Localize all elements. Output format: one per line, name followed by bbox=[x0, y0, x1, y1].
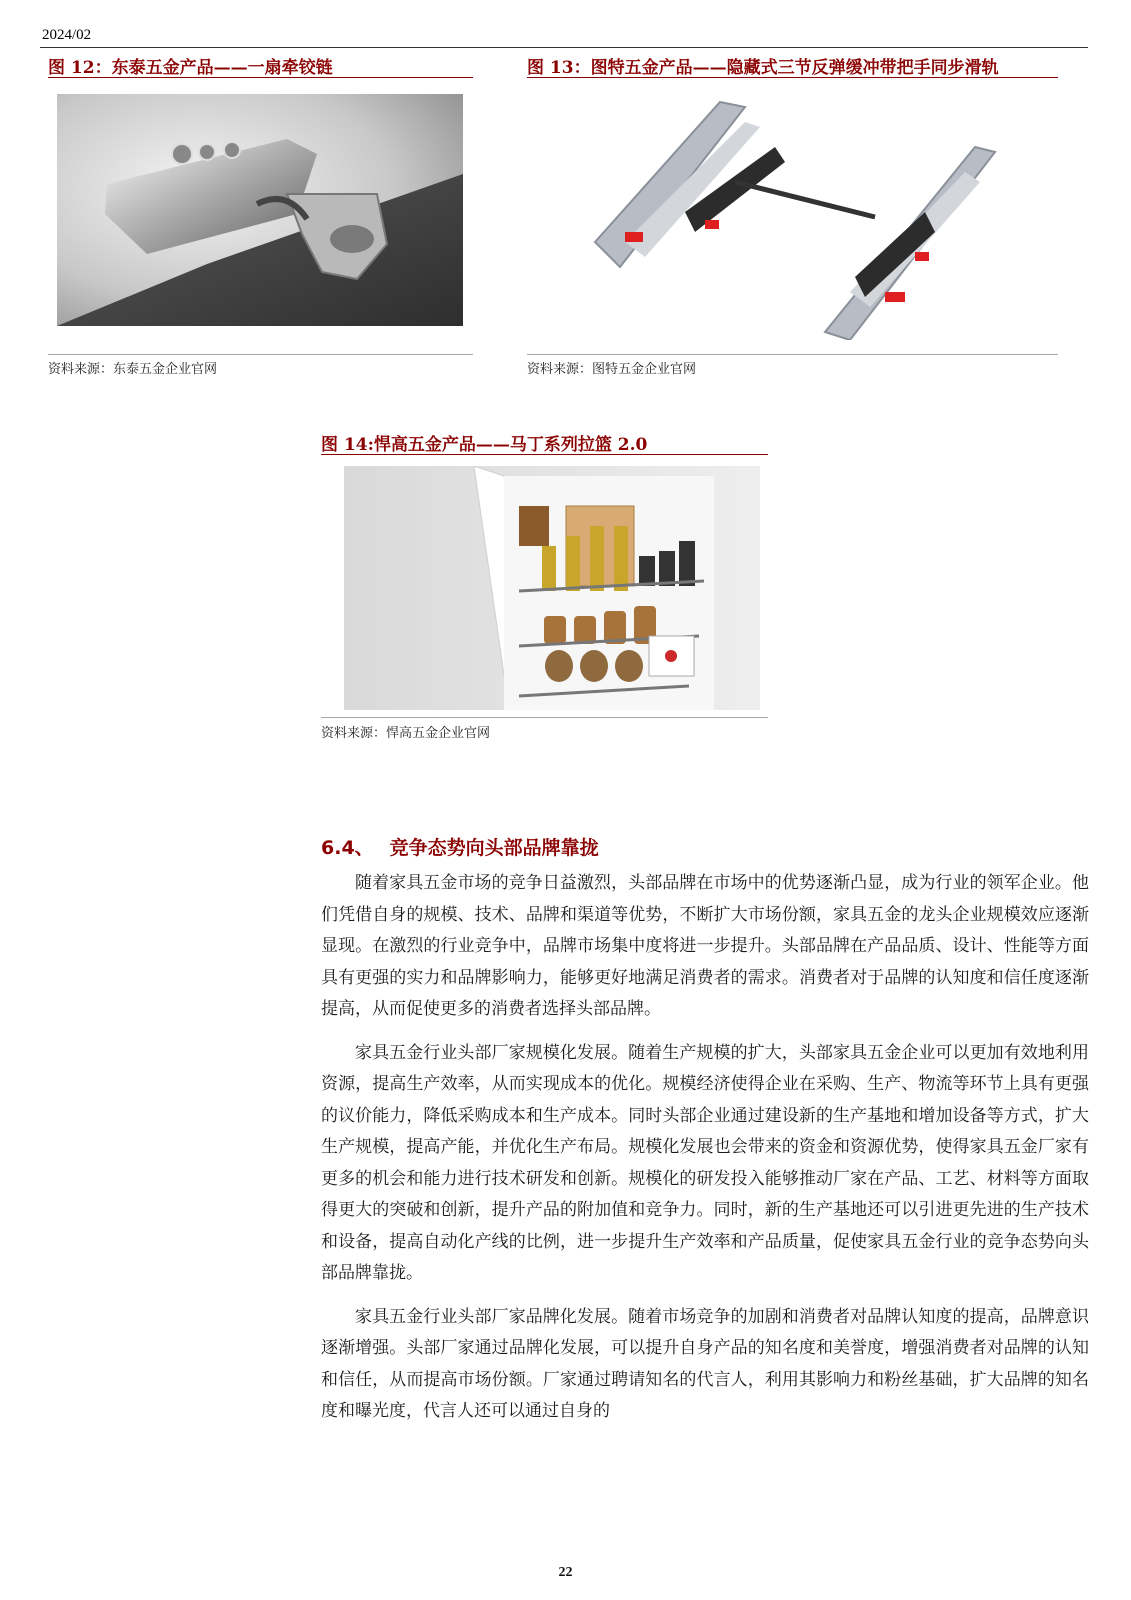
figure-13-title-rule bbox=[527, 77, 1058, 78]
figure-12-source: 资料来源：东泰五金企业官网 bbox=[48, 362, 218, 377]
section-heading bbox=[321, 833, 599, 860]
section-number: 6.4、 bbox=[321, 837, 374, 859]
figure-14-pull-basket-image bbox=[344, 466, 760, 710]
figure-13-title: 图 13：图特五金产品——隐藏式三节反弹缓冲带把手同步滑轨 bbox=[527, 58, 999, 78]
figure-13-source-rule bbox=[527, 354, 1058, 355]
figure-12-title: 图 12：东泰五金产品——一扇牵铰链 bbox=[48, 58, 333, 78]
page-number: 22 bbox=[558, 1565, 573, 1580]
report-date: 2024/02 bbox=[42, 27, 92, 43]
body-text bbox=[321, 868, 1089, 1440]
paragraph-3: 家具五金行业头部厂家品牌化发展。随着市场竞争的加剧和消费者对品牌认知度的提高，品牌意识逐渐增强。头部厂家通过品牌化发展，可以提升自身产品的知名度和美誉度，增强消费者对品牌的认知和信任，从而提高市场份额。厂家通过聘请知名的代言人，利用其影响力和粉丝基础，扩大品牌的知名度和曝光度，代言人还可以通过自身的 bbox=[321, 1306, 1089, 1421]
figure-12-title-rule bbox=[48, 77, 473, 78]
paragraph-1: 随着家具五金市场的竞争日益激烈，头部品牌在市场中的优势逐渐凸显，成为行业的领军企业。他们凭借自身的规模、技术、品牌和渠道等优势，不断扩大市场份额，家具五金的龙头企业规模效应逐渐显现。在激烈的行业竞争中，品牌市场集中度将进一步提升。头部品牌在产品品质、设计、性能等方面具有更强的实力和品牌影响力，能够更好地满足消费者的需求。消费者对于品牌的认知度和信任度逐渐提高，从而促使更多的消费者选择头部品牌。 bbox=[321, 873, 1089, 1019]
figure-14-title: 图 14:悍高五金产品——马丁系列拉篮 2.0 bbox=[321, 435, 648, 455]
figure-14-source: 资料来源：悍高五金企业官网 bbox=[321, 726, 491, 741]
figure-12-source-rule bbox=[48, 354, 473, 355]
figure-12-hinge-image bbox=[57, 94, 463, 326]
section-title: 竞争态势向头部品牌靠拢 bbox=[389, 837, 599, 859]
figure-13-slide-rail-image bbox=[585, 92, 1003, 340]
figure-14-title-rule bbox=[321, 454, 768, 455]
paragraph-2: 家具五金行业头部厂家规模化发展。随着生产规模的扩大，头部家具五金企业可以更加有效地利用资源，提高生产效率，从而实现成本的优化。规模经济使得企业在采购、生产、物流等环节上具有更强的议价能力，降低采购成本和生产成本。同时头部企业通过建设新的生产基地和增加设备等方式，扩大生产规模，提高产能，并优化生产布局。规模化发展也会带来的资金和资源优势，使得家具五金厂家有更多的机会和能力进行技术研发和创新。规模化的研发投入能够推动厂家在产品、工艺、材料等方面取得更大的突破和创新，提升产品的附加值和竞争力。同时，新的生产基地还可以引进更先进的生产技术和设备，提高自动化产线的比例，进一步提升生产效率和产品质量，促使家具五金行业的竞争态势向头部品牌靠拢。 bbox=[321, 1042, 1089, 1283]
figure-14-source-rule bbox=[321, 717, 768, 718]
header-divider bbox=[40, 47, 1088, 48]
figure-13-source: 资料来源：图特五金企业官网 bbox=[527, 362, 697, 377]
